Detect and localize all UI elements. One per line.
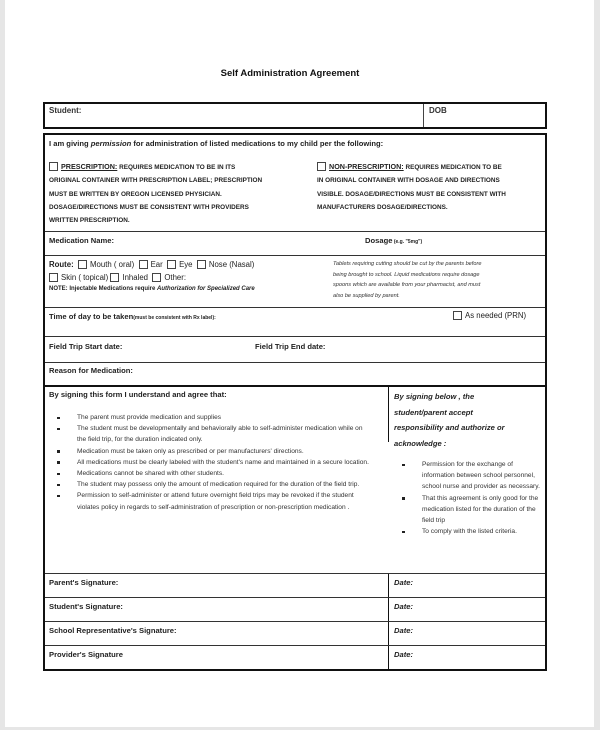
authorization-list: [398, 459, 546, 537]
route-ear-checkbox[interactable]: [139, 260, 148, 269]
list-item: Permission to self-administer or attend future overnight field trips may be revoked if the student violates policy in regards to self-administration of prescription or non-prescription medication .: [53, 490, 373, 512]
authorization-heading: By signing below , the student/parent accept responsibility and authorize or acknowledge :: [394, 392, 505, 448]
date-divider: [388, 574, 389, 597]
route-skin[interactable]: Skin ( topical): [49, 273, 108, 282]
list-item: To comply with the listed criteria.: [398, 526, 546, 537]
student-date-label: Date:: [394, 602, 413, 611]
field-trip-end-label: Field Trip End date:: [255, 342, 326, 351]
prn-option[interactable]: As needed (PRN): [453, 311, 526, 320]
time-of-day-row: [45, 308, 545, 337]
route-ear[interactable]: Ear: [139, 260, 163, 269]
date-divider: [388, 598, 389, 621]
agreement-heading: By signing this form I understand and agree that:: [49, 390, 227, 399]
student-field-label: Student:: [49, 106, 82, 115]
route-mouth-checkbox[interactable]: [78, 260, 87, 269]
route-other-checkbox[interactable]: [152, 273, 161, 282]
non-prescription-option: NON-PRESCRIPTION: REQUIRES MEDICATION TO BE IN ORIGINAL CONTAINER WITH DOSAGE AND DIRECTIONS VISIBLE. DOSAGE/DIRECTIONS MUST BE CONSISTENT WITH MANUFACTURERS DOSAGE/DIRECTIONS.: [317, 162, 506, 211]
student-info-box: [43, 102, 547, 129]
provider-signature-label: Provider's Signature: [49, 650, 123, 659]
permission-section: [45, 135, 545, 232]
route-mouth[interactable]: Mouth ( oral): [78, 260, 134, 269]
prescription-checkbox[interactable]: [49, 162, 58, 171]
dob-field-label: DOB: [429, 106, 447, 115]
injectable-note: NOTE: Injectable Medications require Authorization for Specialized Care: [49, 286, 255, 292]
tablet-note: Tablets requiring cutting should be cut by the parents before being brought to school. Liquid medications require dosage spoons which are available from your pharmacist, and must also be supplied by parent.: [333, 261, 482, 299]
list-item: The student must be developmentally and behaviorally able to self-administer medication while on the field trip, for the duration indicated only.: [53, 423, 373, 445]
student-signature-row[interactable]: [45, 598, 545, 622]
list-item: That this agreement is only good for the medication listed for the duration of the field trip: [398, 493, 546, 527]
list-item: The student may possess only the amount of medication required for the duration of the field trip.: [53, 479, 373, 490]
medication-row: [45, 232, 545, 256]
parent-signature-row[interactable]: [45, 574, 545, 598]
student-signature-label: Student's Signature:: [49, 602, 123, 611]
route-eye-checkbox[interactable]: [167, 260, 176, 269]
field-trip-start-label: Field Trip Start date:: [49, 342, 123, 351]
route-nose[interactable]: Nose (Nasal): [197, 260, 255, 269]
dosage-label: Dosage (e.g. "5mg"): [365, 236, 423, 245]
route-row: [45, 256, 545, 308]
route-other[interactable]: Other:: [152, 273, 186, 282]
non-prescription-checkbox[interactable]: [317, 162, 326, 171]
list-item: Medication must be taken only as prescribed or per manufacturers' directions.: [53, 446, 373, 457]
page-title: Self Administration Agreement: [220, 68, 360, 79]
list-item: The parent must provide medication and supplies: [53, 412, 373, 423]
field-trip-row: [45, 337, 545, 363]
document-page: [5, 0, 594, 727]
agreement-section: [45, 387, 545, 574]
school-rep-date-label: Date:: [394, 626, 413, 635]
route-eye[interactable]: Eye: [167, 260, 192, 269]
agreement-divider: [388, 387, 389, 442]
list-item: All medications must be clearly labeled with the student's name and maintained in a secure location.: [53, 457, 373, 468]
date-divider: [388, 646, 389, 669]
prn-checkbox[interactable]: [453, 311, 462, 320]
reason-label: Reason for Medication:: [49, 366, 133, 375]
list-item: Medications cannot be shared with other students.: [53, 468, 373, 479]
provider-signature-row[interactable]: [45, 646, 545, 669]
list-item: Permission for the exchange of information between school personnel, school nurse and provider as necessary.: [398, 459, 546, 493]
parent-date-label: Date:: [394, 578, 413, 587]
agreement-terms-list: [53, 412, 373, 513]
date-divider: [388, 622, 389, 645]
parent-signature-label: Parent's Signature:: [49, 578, 119, 587]
route-inhaled-checkbox[interactable]: [110, 273, 119, 282]
provider-date-label: Date:: [394, 650, 413, 659]
permission-intro: I am giving permission for administration of listed medications to my child per the following:: [49, 139, 384, 148]
route-skin-checkbox[interactable]: [49, 273, 58, 282]
time-of-day-label: Time of day to be taken(must be consistent with Rx label):: [49, 312, 216, 321]
school-rep-signature-row[interactable]: [45, 622, 545, 646]
route-options: Route: Mouth ( oral) Ear Eye Nose (Nasal) Skin ( topical) Inhaled Other:: [49, 260, 255, 282]
reason-row: [45, 363, 545, 387]
medication-form: [43, 133, 547, 671]
route-inhaled[interactable]: Inhaled: [110, 273, 148, 282]
prescription-option: PRESCRIPTION: REQUIRES MEDICATION TO BE IN ITS ORIGINAL CONTAINER WITH PRESCRIPTION LABEL; PRESCRIPTION MUST BE WRITTEN BY OREGON LICENSED PHYSICIAN. DOSAGE/DIRECTIONS MUST BE CONSISTENT WITH PROVIDERS WRITTEN PRESCRIPTION.: [49, 162, 263, 225]
dob-divider: [423, 104, 424, 127]
route-nose-checkbox[interactable]: [197, 260, 206, 269]
school-rep-signature-label: School Representative's Signature:: [49, 626, 177, 635]
medication-name-label: Medication Name:: [49, 236, 114, 245]
